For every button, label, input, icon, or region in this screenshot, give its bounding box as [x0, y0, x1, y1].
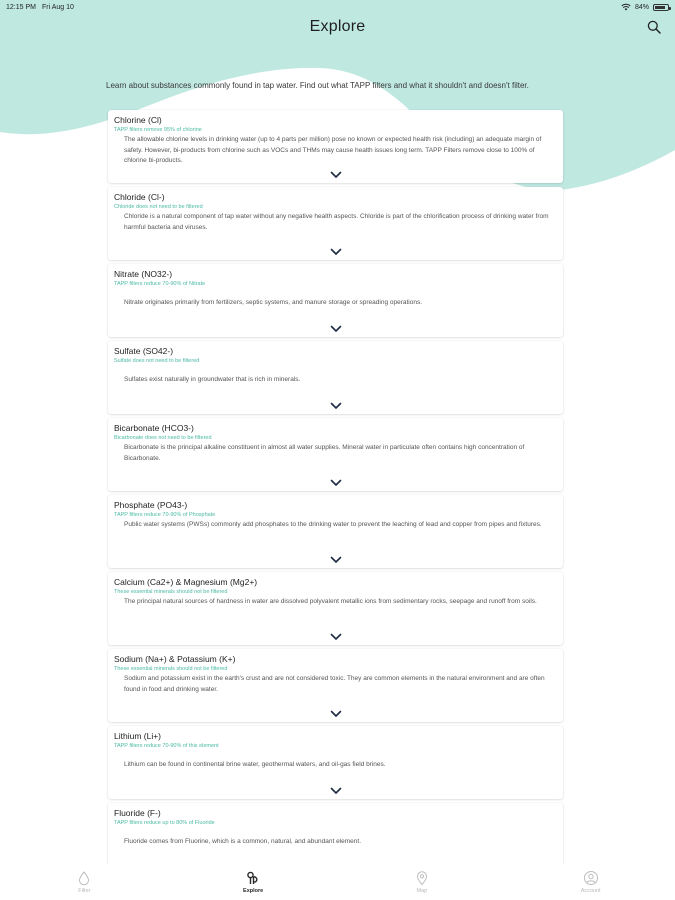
substance-card[interactable] — [108, 726, 563, 799]
substance-title: Chloride (Cl-) — [114, 192, 165, 202]
substance-card[interactable] — [108, 572, 563, 645]
tab-account[interactable] — [551, 870, 631, 894]
substance-filter-note: TAPP filters reduce 70-90% of Phosphate — [114, 512, 216, 518]
substance-title: Fluoride (F-) — [114, 808, 161, 818]
substance-filter-note: TAPP filters reduce 70-90% of this element — [114, 743, 219, 749]
status-bar — [0, 0, 675, 14]
substance-card[interactable] — [108, 341, 563, 414]
substance-description: Fluoride comes from Fluorine, which is a common, natural, and abundant element. — [124, 838, 362, 845]
substance-description: Sodium and potassium exist in the earth's crust and are not considered toxic. They are common elements in the natural environment and are often found in food and drinking water. — [124, 675, 545, 693]
map-pin-icon — [414, 870, 430, 886]
substance-description: Public water systems (PWSs) commonly add phosphates to the drinking water to prevent the leaching of lead and copper from pipes and fixtures. — [124, 521, 542, 528]
battery-icon — [653, 4, 669, 11]
status-time: 12:15 PM — [6, 3, 36, 11]
substance-card[interactable] — [108, 110, 563, 183]
substance-card[interactable] — [108, 418, 563, 491]
tab-bar — [0, 864, 675, 900]
substance-card[interactable] — [108, 264, 563, 337]
substance-description: Chloride is a natural component of tap water without any negative health aspects. Chloride is part of the chlorification process of drinking water from harmful bacteria and viruses. — [124, 213, 549, 231]
substance-title: Calcium (Ca2+) & Magnesium (Mg2+) — [114, 577, 258, 587]
substance-filter-note: Chloride does not need to be filtered — [114, 204, 203, 210]
substance-title: Sodium (Na+) & Potassium (K+) — [114, 654, 236, 664]
substance-filter-note: TAPP filters reduce 70-90% of Nitrate — [114, 281, 206, 287]
substance-description: The allowable chlorine levels in drinking water (up to 4 parts per million) pose no known or expected health risk (including) an adequate margin of safety. However, bi-products from chlorine such as VOCs and THMs may cause health issues long term. TAPP Filters remove close to 100% of chlorine bi-products. — [124, 136, 542, 164]
search-button[interactable] — [645, 18, 663, 36]
chevron-down-icon[interactable] — [330, 171, 342, 179]
substance-filter-note: Bicarbonate does not need to be filtered — [114, 435, 212, 441]
tab-label: Account — [580, 888, 601, 894]
substance-description: Nitrate originates primarily from fertilizers, septic systems, and manure storage or spreading operations. — [124, 299, 423, 306]
intro-text: Learn about substances commonly found in tap water. Find out what TAPP filters and what it shouldn't and doesn't filter. — [106, 81, 529, 90]
tab-filter[interactable] — [44, 870, 124, 894]
substance-filter-note: These essential minerals should not be filtered — [114, 589, 228, 595]
chevron-down-icon[interactable] — [330, 479, 342, 487]
chevron-down-icon[interactable] — [330, 710, 342, 718]
substance-description: Lithium can be found in continental brine water, geothermal waters, and oil-gas field brines. — [124, 761, 386, 768]
substance-filter-note: TAPP filters reduce up to 80% of Fluoride — [114, 820, 215, 826]
substance-title: Phosphate (PO43-) — [114, 500, 188, 510]
tab-label: Explore — [243, 888, 264, 894]
chevron-down-icon[interactable] — [330, 787, 342, 795]
page-title: Explore — [309, 18, 366, 35]
water-drop-icon — [76, 870, 92, 886]
substance-title: Bicarbonate (HCO3-) — [114, 423, 194, 433]
substance-description: Bicarbonate is the principal alkaline constituent in almost all water supplies. Mineral water in particulate often contains high concentration of Bicarbonate. — [124, 444, 525, 462]
account-icon — [583, 870, 599, 886]
chevron-down-icon[interactable] — [330, 248, 342, 256]
wifi-icon — [621, 3, 631, 11]
substance-card[interactable] — [108, 187, 563, 260]
tab-map[interactable] — [382, 870, 462, 894]
substance-description: Sulfates exist naturally in groundwater that is rich in minerals. — [124, 376, 301, 383]
tab-label: Filter — [78, 888, 91, 894]
tab-label: Map — [416, 888, 428, 894]
battery-percent: 84% — [634, 3, 649, 11]
substance-filter-note: TAPP filters remove 95% of chlorine — [114, 127, 202, 133]
chevron-down-icon[interactable] — [330, 402, 342, 410]
tapp-logo-icon — [245, 870, 261, 886]
substance-list — [108, 110, 563, 880]
chevron-down-icon[interactable] — [330, 556, 342, 564]
substance-description: The principal natural sources of hardness in water are dissolved polyvalent metallic ions from sedimentary rocks, seepage and runoff from soils. — [124, 598, 537, 605]
substance-title: Lithium (Li+) — [114, 731, 162, 741]
status-date: Fri Aug 10 — [41, 3, 74, 11]
substance-card[interactable] — [108, 649, 563, 722]
substance-filter-note: Sulfate does not need to be filtered — [114, 358, 200, 364]
substance-title: Sulfate (SO42-) — [114, 346, 174, 356]
substance-title: Nitrate (NO32-) — [114, 269, 173, 279]
substance-card[interactable] — [108, 495, 563, 568]
tab-explore[interactable] — [213, 870, 293, 894]
chevron-down-icon[interactable] — [330, 633, 342, 641]
substance-filter-note: These essential minerals should not be filtered — [114, 666, 228, 672]
chevron-down-icon[interactable] — [330, 325, 342, 333]
substance-title: Chlorine (Cl) — [114, 115, 162, 125]
search-icon — [647, 20, 661, 34]
